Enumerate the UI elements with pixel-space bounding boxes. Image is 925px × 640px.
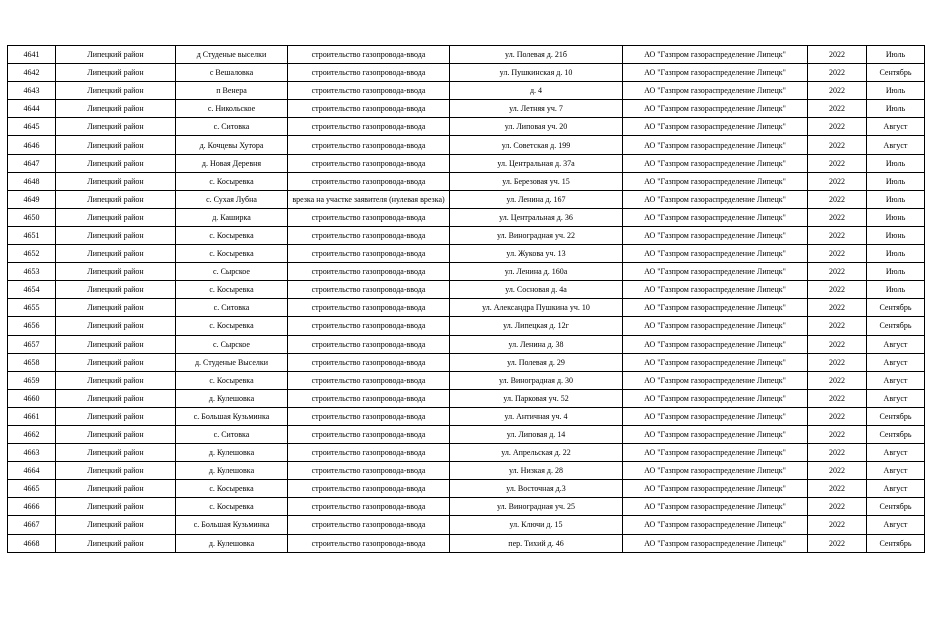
- address-cell: ул. Александра Пушкина уч. 10: [450, 299, 623, 317]
- organization-cell: АО "Газпром газораспределение Липецк": [623, 190, 808, 208]
- table-row: [8, 462, 925, 480]
- row-number-cell: 4663: [8, 444, 56, 462]
- work-type-cell: строительство газопровода-ввода: [288, 498, 450, 516]
- table-row: [8, 317, 925, 335]
- month-cell: Август: [867, 389, 925, 407]
- work-type-cell: строительство газопровода-ввода: [288, 425, 450, 443]
- table-row: [8, 407, 925, 425]
- locality-cell: д Студеные выселки: [176, 46, 288, 64]
- district-cell: Липецкий район: [56, 353, 176, 371]
- year-cell: 2022: [808, 172, 867, 190]
- locality-cell: с. Косыревка: [176, 371, 288, 389]
- district-cell: Липецкий район: [56, 498, 176, 516]
- work-type-cell: строительство газопровода-ввода: [288, 389, 450, 407]
- organization-cell: АО "Газпром газораспределение Липецк": [623, 46, 808, 64]
- address-cell: ул. Ключи д. 15: [450, 516, 623, 534]
- year-cell: 2022: [808, 480, 867, 498]
- organization-cell: АО "Газпром газораспределение Липецк": [623, 407, 808, 425]
- month-cell: Август: [867, 480, 925, 498]
- table-row: [8, 281, 925, 299]
- work-type-cell: строительство газопровода-ввода: [288, 245, 450, 263]
- row-number-cell: 4648: [8, 172, 56, 190]
- year-cell: 2022: [808, 118, 867, 136]
- district-cell: Липецкий район: [56, 172, 176, 190]
- year-cell: 2022: [808, 245, 867, 263]
- district-cell: Липецкий район: [56, 462, 176, 480]
- organization-cell: АО "Газпром газораспределение Липецк": [623, 208, 808, 226]
- year-cell: 2022: [808, 516, 867, 534]
- organization-cell: АО "Газпром газораспределение Липецк": [623, 498, 808, 516]
- month-cell: Сентябрь: [867, 64, 925, 82]
- work-type-cell: строительство газопровода-ввода: [288, 462, 450, 480]
- address-cell: ул. Ленина д. 38: [450, 335, 623, 353]
- table-row: [8, 100, 925, 118]
- table-row: [8, 245, 925, 263]
- organization-cell: АО "Газпром газораспределение Липецк": [623, 100, 808, 118]
- locality-cell: д. Кулешовка: [176, 462, 288, 480]
- district-cell: Липецкий район: [56, 100, 176, 118]
- organization-cell: АО "Газпром газораспределение Липецк": [623, 516, 808, 534]
- organization-cell: АО "Газпром газораспределение Липецк": [623, 118, 808, 136]
- locality-cell: с. Ситовка: [176, 425, 288, 443]
- table-row: [8, 118, 925, 136]
- month-cell: Август: [867, 136, 925, 154]
- month-cell: Июль: [867, 100, 925, 118]
- address-cell: ул. Низкая д. 28: [450, 462, 623, 480]
- work-type-cell: строительство газопровода-ввода: [288, 100, 450, 118]
- row-number-cell: 4650: [8, 208, 56, 226]
- address-cell: ул. Парковая уч. 52: [450, 389, 623, 407]
- table-row: [8, 335, 925, 353]
- row-number-cell: 4662: [8, 425, 56, 443]
- year-cell: 2022: [808, 371, 867, 389]
- row-number-cell: 4646: [8, 136, 56, 154]
- address-cell: ул. Полевая д. 21б: [450, 46, 623, 64]
- work-type-cell: строительство газопровода-ввода: [288, 46, 450, 64]
- district-cell: Липецкий район: [56, 263, 176, 281]
- month-cell: Август: [867, 371, 925, 389]
- locality-cell: с. Никольское: [176, 100, 288, 118]
- locality-cell: с Вешаловка: [176, 64, 288, 82]
- month-cell: Июль: [867, 263, 925, 281]
- work-type-cell: строительство газопровода-ввода: [288, 226, 450, 244]
- month-cell: Август: [867, 118, 925, 136]
- locality-cell: д. Студеные Выселки: [176, 353, 288, 371]
- table-row: [8, 444, 925, 462]
- district-cell: Липецкий район: [56, 516, 176, 534]
- work-type-cell: строительство газопровода-ввода: [288, 516, 450, 534]
- address-cell: пер. Тихий д. 46: [450, 534, 623, 552]
- row-number-cell: 4668: [8, 534, 56, 552]
- records-table-body: [8, 46, 925, 553]
- row-number-cell: 4666: [8, 498, 56, 516]
- table-row: [8, 172, 925, 190]
- work-type-cell: строительство газопровода-ввода: [288, 299, 450, 317]
- month-cell: Сентябрь: [867, 534, 925, 552]
- organization-cell: АО "Газпром газораспределение Липецк": [623, 281, 808, 299]
- district-cell: Липецкий район: [56, 226, 176, 244]
- table-row: [8, 226, 925, 244]
- month-cell: Август: [867, 516, 925, 534]
- year-cell: 2022: [808, 407, 867, 425]
- organization-cell: АО "Газпром газораспределение Липецк": [623, 299, 808, 317]
- table-row: [8, 190, 925, 208]
- work-type-cell: строительство газопровода-ввода: [288, 263, 450, 281]
- row-number-cell: 4656: [8, 317, 56, 335]
- records-table: [7, 45, 925, 553]
- work-type-cell: строительство газопровода-ввода: [288, 82, 450, 100]
- table-row: [8, 46, 925, 64]
- locality-cell: с. Косыревка: [176, 281, 288, 299]
- month-cell: Август: [867, 335, 925, 353]
- organization-cell: АО "Газпром газораспределение Липецк": [623, 263, 808, 281]
- address-cell: ул. Ленина д. 167: [450, 190, 623, 208]
- locality-cell: п Венера: [176, 82, 288, 100]
- year-cell: 2022: [808, 353, 867, 371]
- year-cell: 2022: [808, 317, 867, 335]
- year-cell: 2022: [808, 136, 867, 154]
- table-row: [8, 64, 925, 82]
- work-type-cell: строительство газопровода-ввода: [288, 444, 450, 462]
- row-number-cell: 4657: [8, 335, 56, 353]
- organization-cell: АО "Газпром газораспределение Липецк": [623, 245, 808, 263]
- locality-cell: с. Сырское: [176, 263, 288, 281]
- organization-cell: АО "Газпром газораспределение Липецк": [623, 154, 808, 172]
- work-type-cell: строительство газопровода-ввода: [288, 480, 450, 498]
- year-cell: 2022: [808, 444, 867, 462]
- locality-cell: с. Косыревка: [176, 226, 288, 244]
- row-number-cell: 4658: [8, 353, 56, 371]
- address-cell: ул. Липовая д. 14: [450, 425, 623, 443]
- row-number-cell: 4651: [8, 226, 56, 244]
- row-number-cell: 4653: [8, 263, 56, 281]
- work-type-cell: строительство газопровода-ввода: [288, 208, 450, 226]
- table-row: [8, 299, 925, 317]
- work-type-cell: строительство газопровода-ввода: [288, 353, 450, 371]
- locality-cell: с. Косыревка: [176, 172, 288, 190]
- table-row: [8, 480, 925, 498]
- year-cell: 2022: [808, 154, 867, 172]
- row-number-cell: 4645: [8, 118, 56, 136]
- month-cell: Сентябрь: [867, 317, 925, 335]
- table-row: [8, 498, 925, 516]
- month-cell: Июль: [867, 245, 925, 263]
- table-row: [8, 82, 925, 100]
- locality-cell: д. Кулешовка: [176, 534, 288, 552]
- organization-cell: АО "Газпром газораспределение Липецк": [623, 317, 808, 335]
- work-type-cell: строительство газопровода-ввода: [288, 136, 450, 154]
- organization-cell: АО "Газпром газораспределение Липецк": [623, 425, 808, 443]
- year-cell: 2022: [808, 281, 867, 299]
- locality-cell: с. Сухая Лубна: [176, 190, 288, 208]
- address-cell: ул. Центральная д. 36: [450, 208, 623, 226]
- row-number-cell: 4654: [8, 281, 56, 299]
- organization-cell: АО "Газпром газораспределение Липецк": [623, 389, 808, 407]
- locality-cell: д. Каширка: [176, 208, 288, 226]
- month-cell: Июль: [867, 82, 925, 100]
- month-cell: Август: [867, 462, 925, 480]
- district-cell: Липецкий район: [56, 154, 176, 172]
- year-cell: 2022: [808, 100, 867, 118]
- organization-cell: АО "Газпром газораспределение Липецк": [623, 226, 808, 244]
- month-cell: Июль: [867, 154, 925, 172]
- year-cell: 2022: [808, 190, 867, 208]
- organization-cell: АО "Газпром газораспределение Липецк": [623, 335, 808, 353]
- table-row: [8, 534, 925, 552]
- district-cell: Липецкий район: [56, 480, 176, 498]
- district-cell: Липецкий район: [56, 317, 176, 335]
- row-number-cell: 4643: [8, 82, 56, 100]
- row-number-cell: 4664: [8, 462, 56, 480]
- organization-cell: АО "Газпром газораспределение Липецк": [623, 462, 808, 480]
- table-row: [8, 516, 925, 534]
- address-cell: ул. Апрельская д. 22: [450, 444, 623, 462]
- locality-cell: д. Кулешовка: [176, 389, 288, 407]
- table-row: [8, 371, 925, 389]
- district-cell: Липецкий район: [56, 46, 176, 64]
- organization-cell: АО "Газпром газораспределение Липецк": [623, 444, 808, 462]
- organization-cell: АО "Газпром газораспределение Липецк": [623, 480, 808, 498]
- year-cell: 2022: [808, 498, 867, 516]
- address-cell: ул. Виноградная уч. 22: [450, 226, 623, 244]
- table-row: [8, 263, 925, 281]
- table-row: [8, 425, 925, 443]
- month-cell: Август: [867, 353, 925, 371]
- district-cell: Липецкий район: [56, 534, 176, 552]
- district-cell: Липецкий район: [56, 190, 176, 208]
- address-cell: ул. Жукова уч. 13: [450, 245, 623, 263]
- work-type-cell: строительство газопровода-ввода: [288, 64, 450, 82]
- table-row: [8, 154, 925, 172]
- row-number-cell: 4660: [8, 389, 56, 407]
- year-cell: 2022: [808, 208, 867, 226]
- work-type-cell: врезка на участке заявителя (нулевая врезка): [288, 190, 450, 208]
- row-number-cell: 4647: [8, 154, 56, 172]
- address-cell: ул. Виноградная д. 30: [450, 371, 623, 389]
- work-type-cell: строительство газопровода-ввода: [288, 317, 450, 335]
- month-cell: Июль: [867, 190, 925, 208]
- district-cell: Липецкий район: [56, 425, 176, 443]
- district-cell: Липецкий район: [56, 335, 176, 353]
- district-cell: Липецкий район: [56, 281, 176, 299]
- district-cell: Липецкий район: [56, 371, 176, 389]
- year-cell: 2022: [808, 534, 867, 552]
- district-cell: Липецкий район: [56, 444, 176, 462]
- address-cell: ул. Полевая д. 29: [450, 353, 623, 371]
- row-number-cell: 4655: [8, 299, 56, 317]
- district-cell: Липецкий район: [56, 299, 176, 317]
- address-cell: ул. Советская д. 199: [450, 136, 623, 154]
- month-cell: Сентябрь: [867, 498, 925, 516]
- organization-cell: АО "Газпром газораспределение Липецк": [623, 136, 808, 154]
- year-cell: 2022: [808, 263, 867, 281]
- row-number-cell: 4665: [8, 480, 56, 498]
- row-number-cell: 4641: [8, 46, 56, 64]
- year-cell: 2022: [808, 299, 867, 317]
- month-cell: Июль: [867, 46, 925, 64]
- locality-cell: с. Большая Кузьминка: [176, 407, 288, 425]
- district-cell: Липецкий район: [56, 118, 176, 136]
- locality-cell: с. Большая Кузьминка: [176, 516, 288, 534]
- organization-cell: АО "Газпром газораспределение Липецк": [623, 534, 808, 552]
- month-cell: Июнь: [867, 226, 925, 244]
- work-type-cell: строительство газопровода-ввода: [288, 407, 450, 425]
- locality-cell: с. Сырское: [176, 335, 288, 353]
- work-type-cell: строительство газопровода-ввода: [288, 534, 450, 552]
- row-number-cell: 4667: [8, 516, 56, 534]
- address-cell: ул. Виноградная уч. 25: [450, 498, 623, 516]
- locality-cell: с. Косыревка: [176, 498, 288, 516]
- row-number-cell: 4661: [8, 407, 56, 425]
- organization-cell: АО "Газпром газораспределение Липецк": [623, 172, 808, 190]
- district-cell: Липецкий район: [56, 82, 176, 100]
- district-cell: Липецкий район: [56, 407, 176, 425]
- year-cell: 2022: [808, 462, 867, 480]
- table-row: [8, 389, 925, 407]
- row-number-cell: 4659: [8, 371, 56, 389]
- work-type-cell: строительство газопровода-ввода: [288, 154, 450, 172]
- locality-cell: с. Косыревка: [176, 480, 288, 498]
- address-cell: ул. Липецкая д. 12г: [450, 317, 623, 335]
- address-cell: ул. Восточная д.3: [450, 480, 623, 498]
- work-type-cell: строительство газопровода-ввода: [288, 371, 450, 389]
- work-type-cell: строительство газопровода-ввода: [288, 172, 450, 190]
- row-number-cell: 4652: [8, 245, 56, 263]
- locality-cell: с. Косыревка: [176, 245, 288, 263]
- locality-cell: с. Ситовка: [176, 118, 288, 136]
- address-cell: ул. Ленина д. 160а: [450, 263, 623, 281]
- work-type-cell: строительство газопровода-ввода: [288, 335, 450, 353]
- month-cell: Июнь: [867, 208, 925, 226]
- work-type-cell: строительство газопровода-ввода: [288, 281, 450, 299]
- address-cell: ул. Липовая уч. 20: [450, 118, 623, 136]
- year-cell: 2022: [808, 82, 867, 100]
- locality-cell: с. Косыревка: [176, 317, 288, 335]
- locality-cell: д. Кочцевы Хутора: [176, 136, 288, 154]
- year-cell: 2022: [808, 335, 867, 353]
- row-number-cell: 4649: [8, 190, 56, 208]
- district-cell: Липецкий район: [56, 389, 176, 407]
- month-cell: Июль: [867, 172, 925, 190]
- table-row: [8, 353, 925, 371]
- month-cell: Сентябрь: [867, 299, 925, 317]
- organization-cell: АО "Газпром газораспределение Липецк": [623, 371, 808, 389]
- address-cell: д. 4: [450, 82, 623, 100]
- work-type-cell: строительство газопровода-ввода: [288, 118, 450, 136]
- organization-cell: АО "Газпром газораспределение Липецк": [623, 353, 808, 371]
- district-cell: Липецкий район: [56, 245, 176, 263]
- locality-cell: с. Ситовка: [176, 299, 288, 317]
- month-cell: Сентябрь: [867, 425, 925, 443]
- year-cell: 2022: [808, 46, 867, 64]
- month-cell: Август: [867, 444, 925, 462]
- table-row: [8, 208, 925, 226]
- address-cell: ул. Пушкинская д. 10: [450, 64, 623, 82]
- year-cell: 2022: [808, 226, 867, 244]
- district-cell: Липецкий район: [56, 208, 176, 226]
- district-cell: Липецкий район: [56, 136, 176, 154]
- table-row: [8, 136, 925, 154]
- address-cell: ул. Центральная д. 37а: [450, 154, 623, 172]
- locality-cell: д. Кулешовка: [176, 444, 288, 462]
- address-cell: ул. Сосновая д. 4а: [450, 281, 623, 299]
- row-number-cell: 4642: [8, 64, 56, 82]
- month-cell: Июль: [867, 281, 925, 299]
- year-cell: 2022: [808, 64, 867, 82]
- address-cell: ул. Летняя уч. 7: [450, 100, 623, 118]
- address-cell: ул. Античная уч. 4: [450, 407, 623, 425]
- address-cell: ул. Березовая уч. 15: [450, 172, 623, 190]
- year-cell: 2022: [808, 389, 867, 407]
- organization-cell: АО "Газпром газораспределение Липецк": [623, 82, 808, 100]
- district-cell: Липецкий район: [56, 64, 176, 82]
- locality-cell: д. Новая Деревня: [176, 154, 288, 172]
- organization-cell: АО "Газпром газораспределение Липецк": [623, 64, 808, 82]
- row-number-cell: 4644: [8, 100, 56, 118]
- month-cell: Сентябрь: [867, 407, 925, 425]
- year-cell: 2022: [808, 425, 867, 443]
